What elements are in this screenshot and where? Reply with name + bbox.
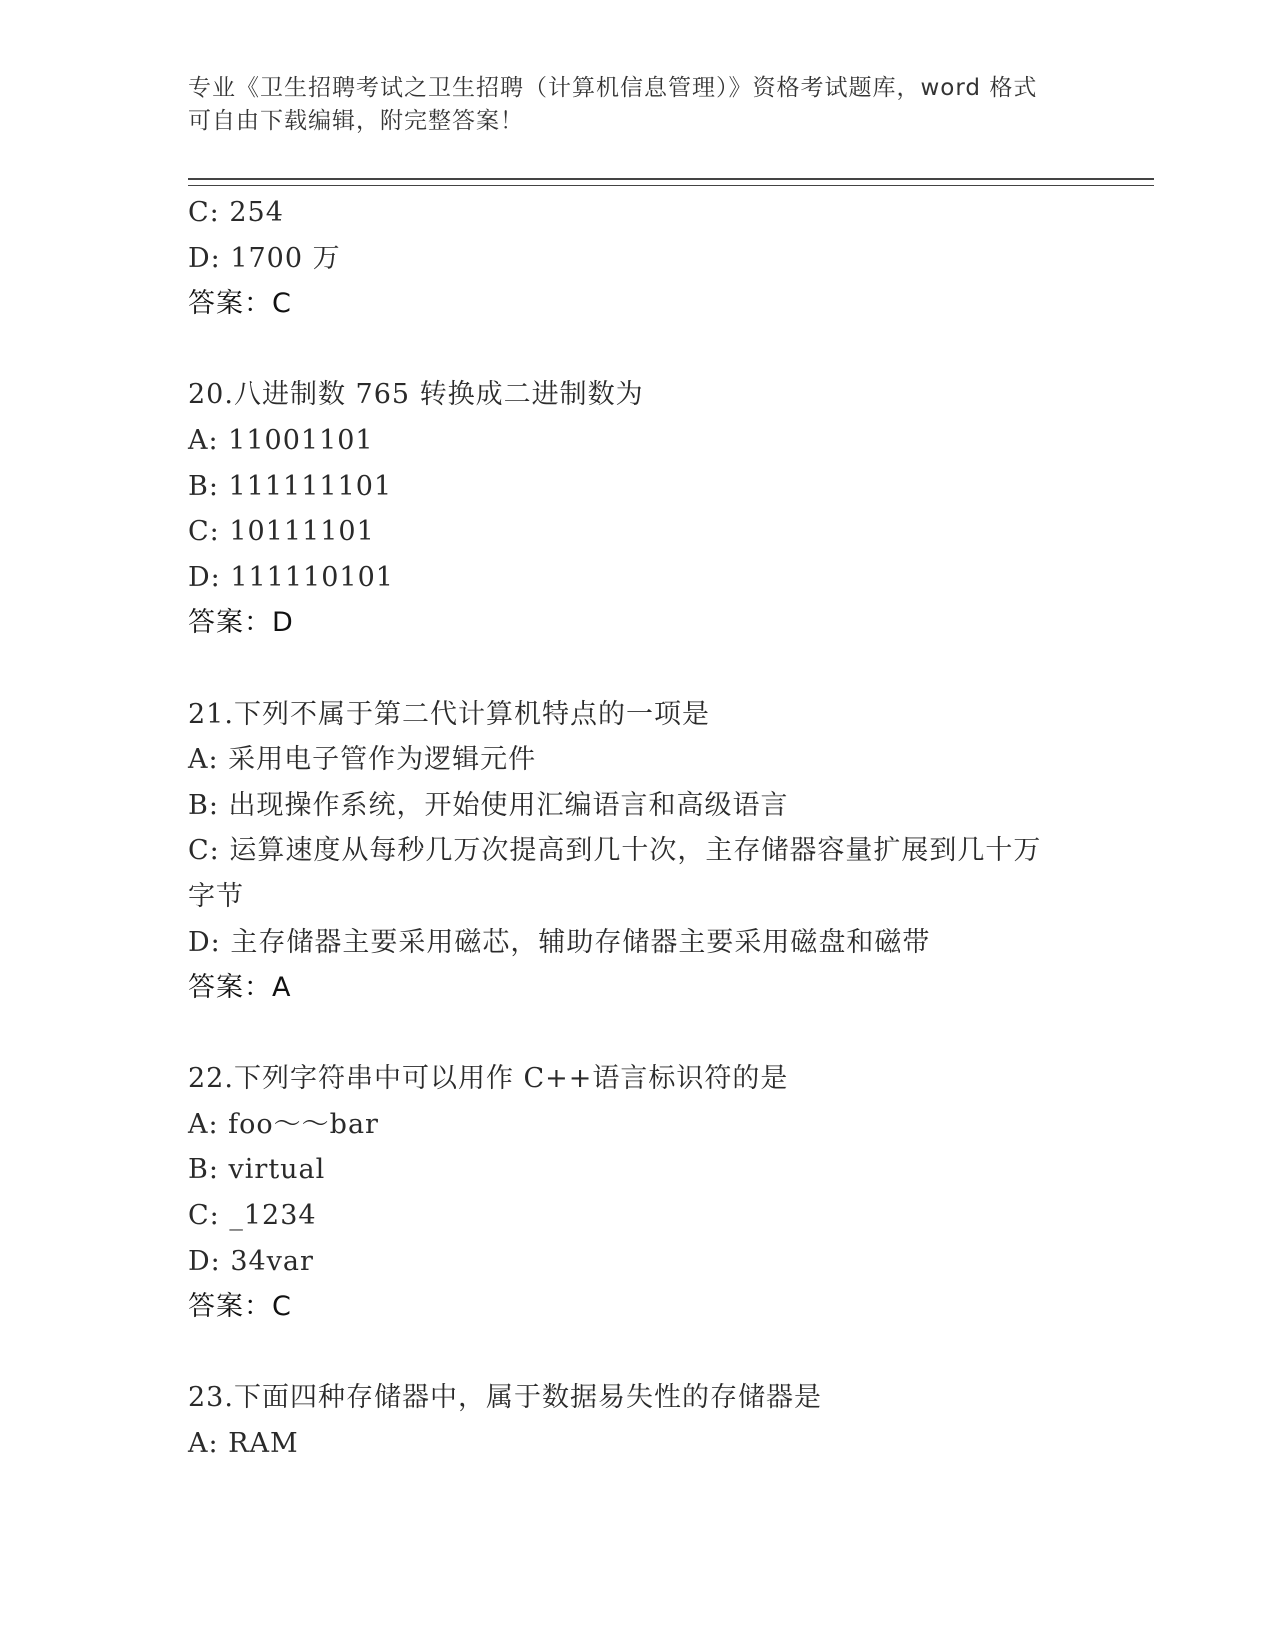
option-d: D: 1700 万 xyxy=(188,242,341,274)
question-stem: 21.下列不属于第二代计算机特点的一项是 xyxy=(188,698,710,730)
option-c: C: 运算速度从每秒几万次提高到几十次，主存储器容量扩展到几十万 xyxy=(188,835,1042,867)
spacer xyxy=(188,1330,1148,1376)
spacer xyxy=(188,646,1148,692)
header-line-1: 专业《卫生招聘考试之卫生招聘（计算机信息管理）》资格考试题库，word 格式 xyxy=(188,75,1038,101)
page-header xyxy=(188,72,1088,138)
answer-line: 答案：A xyxy=(188,972,292,1004)
option-a: A: RAM xyxy=(188,1428,299,1460)
option-d: D: 主存储器主要采用磁芯，辅助存储器主要采用磁盘和磁带 xyxy=(188,926,931,958)
option-c-continuation: 字节 xyxy=(188,880,244,912)
option-b: B: 出现操作系统，开始使用汇编语言和高级语言 xyxy=(188,789,789,821)
option-c: C: _1234 xyxy=(188,1200,317,1232)
option-a: A: foo～～bar xyxy=(188,1108,379,1140)
question-22 xyxy=(188,1056,1148,1330)
option-d: D: 34var xyxy=(188,1245,314,1277)
question-stem: 22.下列字符串中可以用作 C++语言标识符的是 xyxy=(188,1063,789,1095)
answer-line: 答案：C xyxy=(188,1291,292,1323)
option-a: A: 采用电子管作为逻辑元件 xyxy=(188,744,537,776)
option-c: C: 10111101 xyxy=(188,516,375,548)
question-content xyxy=(188,190,1148,1467)
option-a: A: 11001101 xyxy=(188,424,374,456)
header-line-2: 可自由下载编辑，附完整答案！ xyxy=(188,108,524,134)
question-21 xyxy=(188,692,1148,1011)
question-stem: 23.下面四种存储器中，属于数据易失性的存储器是 xyxy=(188,1382,822,1414)
answer-line: 答案：D xyxy=(188,607,294,639)
question-19-tail xyxy=(188,190,1148,327)
question-stem: 20.八进制数 765 转换成二进制数为 xyxy=(188,379,644,411)
spacer xyxy=(188,327,1148,373)
option-b: B: 111111101 xyxy=(188,470,393,502)
option-d: D: 111110101 xyxy=(188,561,394,593)
spacer xyxy=(188,1011,1148,1057)
question-20 xyxy=(188,372,1148,646)
question-23 xyxy=(188,1375,1148,1466)
option-b: B: virtual xyxy=(188,1154,326,1186)
header-divider xyxy=(188,178,1154,186)
option-c: C: 254 xyxy=(188,197,284,228)
answer-line: 答案：C xyxy=(188,288,292,320)
